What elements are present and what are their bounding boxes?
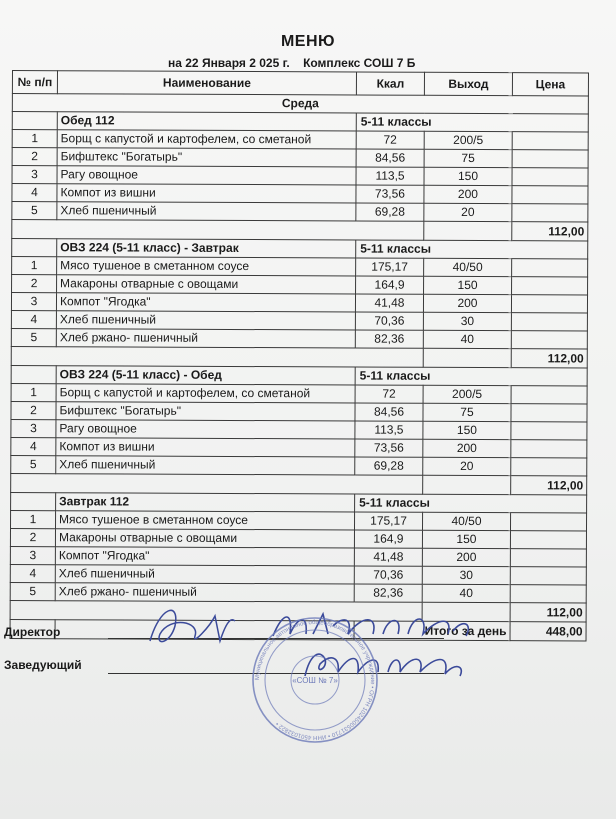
item-price [512, 168, 588, 186]
item-name: Компот из вишни [56, 438, 355, 457]
section-total-row [11, 346, 587, 368]
section-name: ОВЗ 224 (5-11 класс) - Обед [56, 366, 355, 385]
item-output: 20 [423, 457, 511, 475]
svg-text:Муниципальное автономное общео: Муниципальное автономное общеобразовательное учреждение • ОГРН 1024500531710 • ИНН 4501032822 • [254, 619, 376, 741]
section-total: 112,00 [511, 349, 587, 368]
item-num: 5 [11, 455, 56, 473]
item-num: 5 [10, 582, 55, 600]
item-price [511, 458, 587, 476]
item-output: 40/50 [424, 258, 512, 276]
item-output: 150 [424, 167, 512, 185]
col-name: Наименование [57, 71, 356, 95]
item-price [511, 404, 587, 422]
item-price [510, 531, 586, 549]
item-num: 5 [11, 328, 56, 346]
item-name: Рагу овощное [56, 420, 355, 439]
total-empty-2 [424, 221, 512, 240]
section-total-row [11, 473, 587, 495]
item-num: 2 [12, 148, 57, 166]
item-output: 30 [423, 312, 511, 330]
item-price [510, 585, 586, 603]
item-output: 75 [424, 149, 512, 167]
item-name: Бифштекс "Богатырь" [57, 148, 356, 167]
item-name: Рагу овощное [57, 166, 356, 185]
item-num: 2 [11, 401, 56, 419]
item-num: 4 [10, 564, 55, 582]
item-num: 1 [11, 383, 56, 401]
section-name: ОВЗ 224 (5-11 класс) - Завтрак [57, 239, 356, 258]
section-total: 112,00 [512, 222, 588, 241]
item-kcal: 175,17 [356, 258, 424, 276]
item-num: 1 [12, 130, 57, 148]
item-price [510, 567, 586, 585]
complex-text: Комплекс СОШ 7 Б [303, 56, 416, 70]
item-name: Компот "Ягодка" [56, 293, 355, 312]
director-signature [140, 596, 240, 656]
section-num-cell [12, 112, 57, 130]
total-empty-2 [423, 348, 511, 367]
section-name: Завтрак 112 [56, 493, 355, 512]
section-num-cell [11, 492, 56, 510]
item-name: Компот из вишни [57, 184, 356, 203]
item-kcal: 69,28 [355, 457, 423, 475]
item-output: 200 [423, 294, 511, 312]
item-num: 1 [12, 257, 57, 275]
section-total: 112,00 [510, 603, 586, 622]
item-output: 75 [423, 403, 511, 421]
menu-table [10, 70, 589, 642]
item-output: 30 [422, 566, 510, 584]
section-num-cell [11, 365, 56, 383]
item-output: 40 [423, 330, 511, 348]
total-empty [11, 473, 423, 494]
item-price [512, 259, 588, 277]
item-kcal: 41,48 [354, 548, 422, 566]
item-output: 40 [422, 584, 510, 602]
item-kcal: 70,36 [354, 566, 422, 584]
section-grade: 5-11 классы [356, 113, 588, 132]
item-name: Компот "Ягодка" [55, 547, 354, 566]
item-price [511, 331, 587, 349]
col-kcal: Ккал [356, 72, 424, 95]
item-num: 2 [10, 528, 55, 546]
item-output: 150 [422, 530, 510, 548]
item-kcal: 72 [355, 385, 423, 403]
item-name: Мясо тушеное в сметанном соусе [55, 511, 354, 530]
col-output: Выход [424, 72, 512, 95]
day-total-value: 448,00 [510, 622, 586, 641]
item-kcal: 82,36 [355, 330, 423, 348]
item-price [510, 549, 586, 567]
item-kcal: 70,36 [355, 312, 423, 330]
item-price [512, 132, 588, 150]
item-output: 40/50 [422, 512, 510, 530]
item-kcal: 175,17 [354, 512, 422, 530]
total-empty [11, 346, 423, 367]
item-name: Хлеб пшеничный [56, 456, 355, 475]
item-num: 3 [12, 166, 57, 184]
section-grade: 5-11 классы [355, 367, 587, 386]
item-price [511, 386, 587, 404]
item-num: 3 [10, 546, 55, 564]
school-stamp [250, 615, 380, 745]
item-num: 2 [12, 275, 57, 293]
item-num: 4 [11, 310, 56, 328]
item-name: Бифштекс "Богатырь" [56, 402, 355, 421]
col-num: № п/п [12, 71, 57, 94]
item-name: Хлеб ржано- пшеничный [56, 329, 355, 348]
item-output: 200 [424, 185, 512, 203]
item-price [510, 513, 586, 531]
item-kcal: 84,56 [356, 149, 424, 167]
item-output: 20 [424, 203, 512, 221]
item-name: Борщ с капустой и картофелем, со сметаной [57, 130, 356, 149]
day-label: Среда [12, 94, 588, 115]
director-label: Директор [4, 625, 61, 639]
item-kcal: 82,36 [354, 584, 422, 602]
col-price: Цена [512, 73, 588, 96]
section-num-cell [12, 239, 57, 257]
item-kcal: 72 [356, 131, 424, 149]
item-price [512, 150, 588, 168]
item-num: 4 [12, 184, 57, 202]
item-kcal: 69,28 [356, 203, 424, 221]
table-header [12, 71, 588, 97]
item-kcal: 113,5 [356, 167, 424, 185]
stamp-center-text: «СОШ № 7» [292, 676, 338, 685]
item-kcal: 113,5 [355, 421, 423, 439]
item-name: Хлеб пшеничный [55, 565, 354, 584]
section-total: 112,00 [511, 476, 587, 495]
total-empty-2 [423, 475, 511, 494]
item-name: Хлеб пшеничный [56, 311, 355, 330]
item-name: Макароны отварные с овощами [57, 275, 356, 294]
day-total-label: Итого за день [354, 621, 510, 641]
item-num: 3 [11, 419, 56, 437]
item-price [511, 422, 587, 440]
item-price [512, 204, 588, 222]
page-title: МЕНЮ [280, 33, 336, 50]
item-price [512, 277, 588, 295]
section-grade: 5-11 классы [355, 494, 587, 513]
item-num: 1 [10, 510, 55, 528]
item-output: 150 [423, 421, 511, 439]
item-name: Хлеб ржано- пшеничный [55, 583, 354, 602]
page-subtitle [168, 56, 425, 70]
item-output: 150 [424, 276, 512, 294]
item-output: 200 [423, 439, 511, 457]
item-num: 5 [12, 202, 57, 220]
item-price [511, 295, 587, 313]
item-num: 3 [11, 293, 56, 311]
section-total-row [12, 220, 588, 242]
item-kcal: 84,56 [355, 403, 423, 421]
item-name: Хлеб пшеничный [57, 202, 356, 221]
item-name: Макароны отварные с овощами [55, 529, 354, 548]
item-kcal: 164,9 [356, 276, 424, 294]
item-output: 200/5 [423, 385, 511, 403]
item-kcal: 73,56 [356, 185, 424, 203]
item-kcal: 41,48 [355, 294, 423, 312]
item-kcal: 164,9 [354, 530, 422, 548]
item-name: Борщ с капустой и картофелем, со сметаной [56, 384, 355, 403]
item-name: Мясо тушеное в сметанном соусе [57, 257, 356, 276]
manager-label: Заведующий [4, 658, 82, 672]
date-text: на 22 Января 2 025 г. [168, 56, 290, 70]
total-empty [12, 220, 424, 241]
item-output: 200/5 [424, 131, 512, 149]
section-name: Обед 112 [57, 112, 356, 131]
item-price [511, 440, 587, 458]
item-kcal: 73,56 [355, 439, 423, 457]
item-price [512, 186, 588, 204]
section-grade: 5-11 классы [356, 240, 588, 259]
item-output: 200 [422, 548, 510, 566]
item-price [511, 313, 587, 331]
item-num: 4 [11, 437, 56, 455]
